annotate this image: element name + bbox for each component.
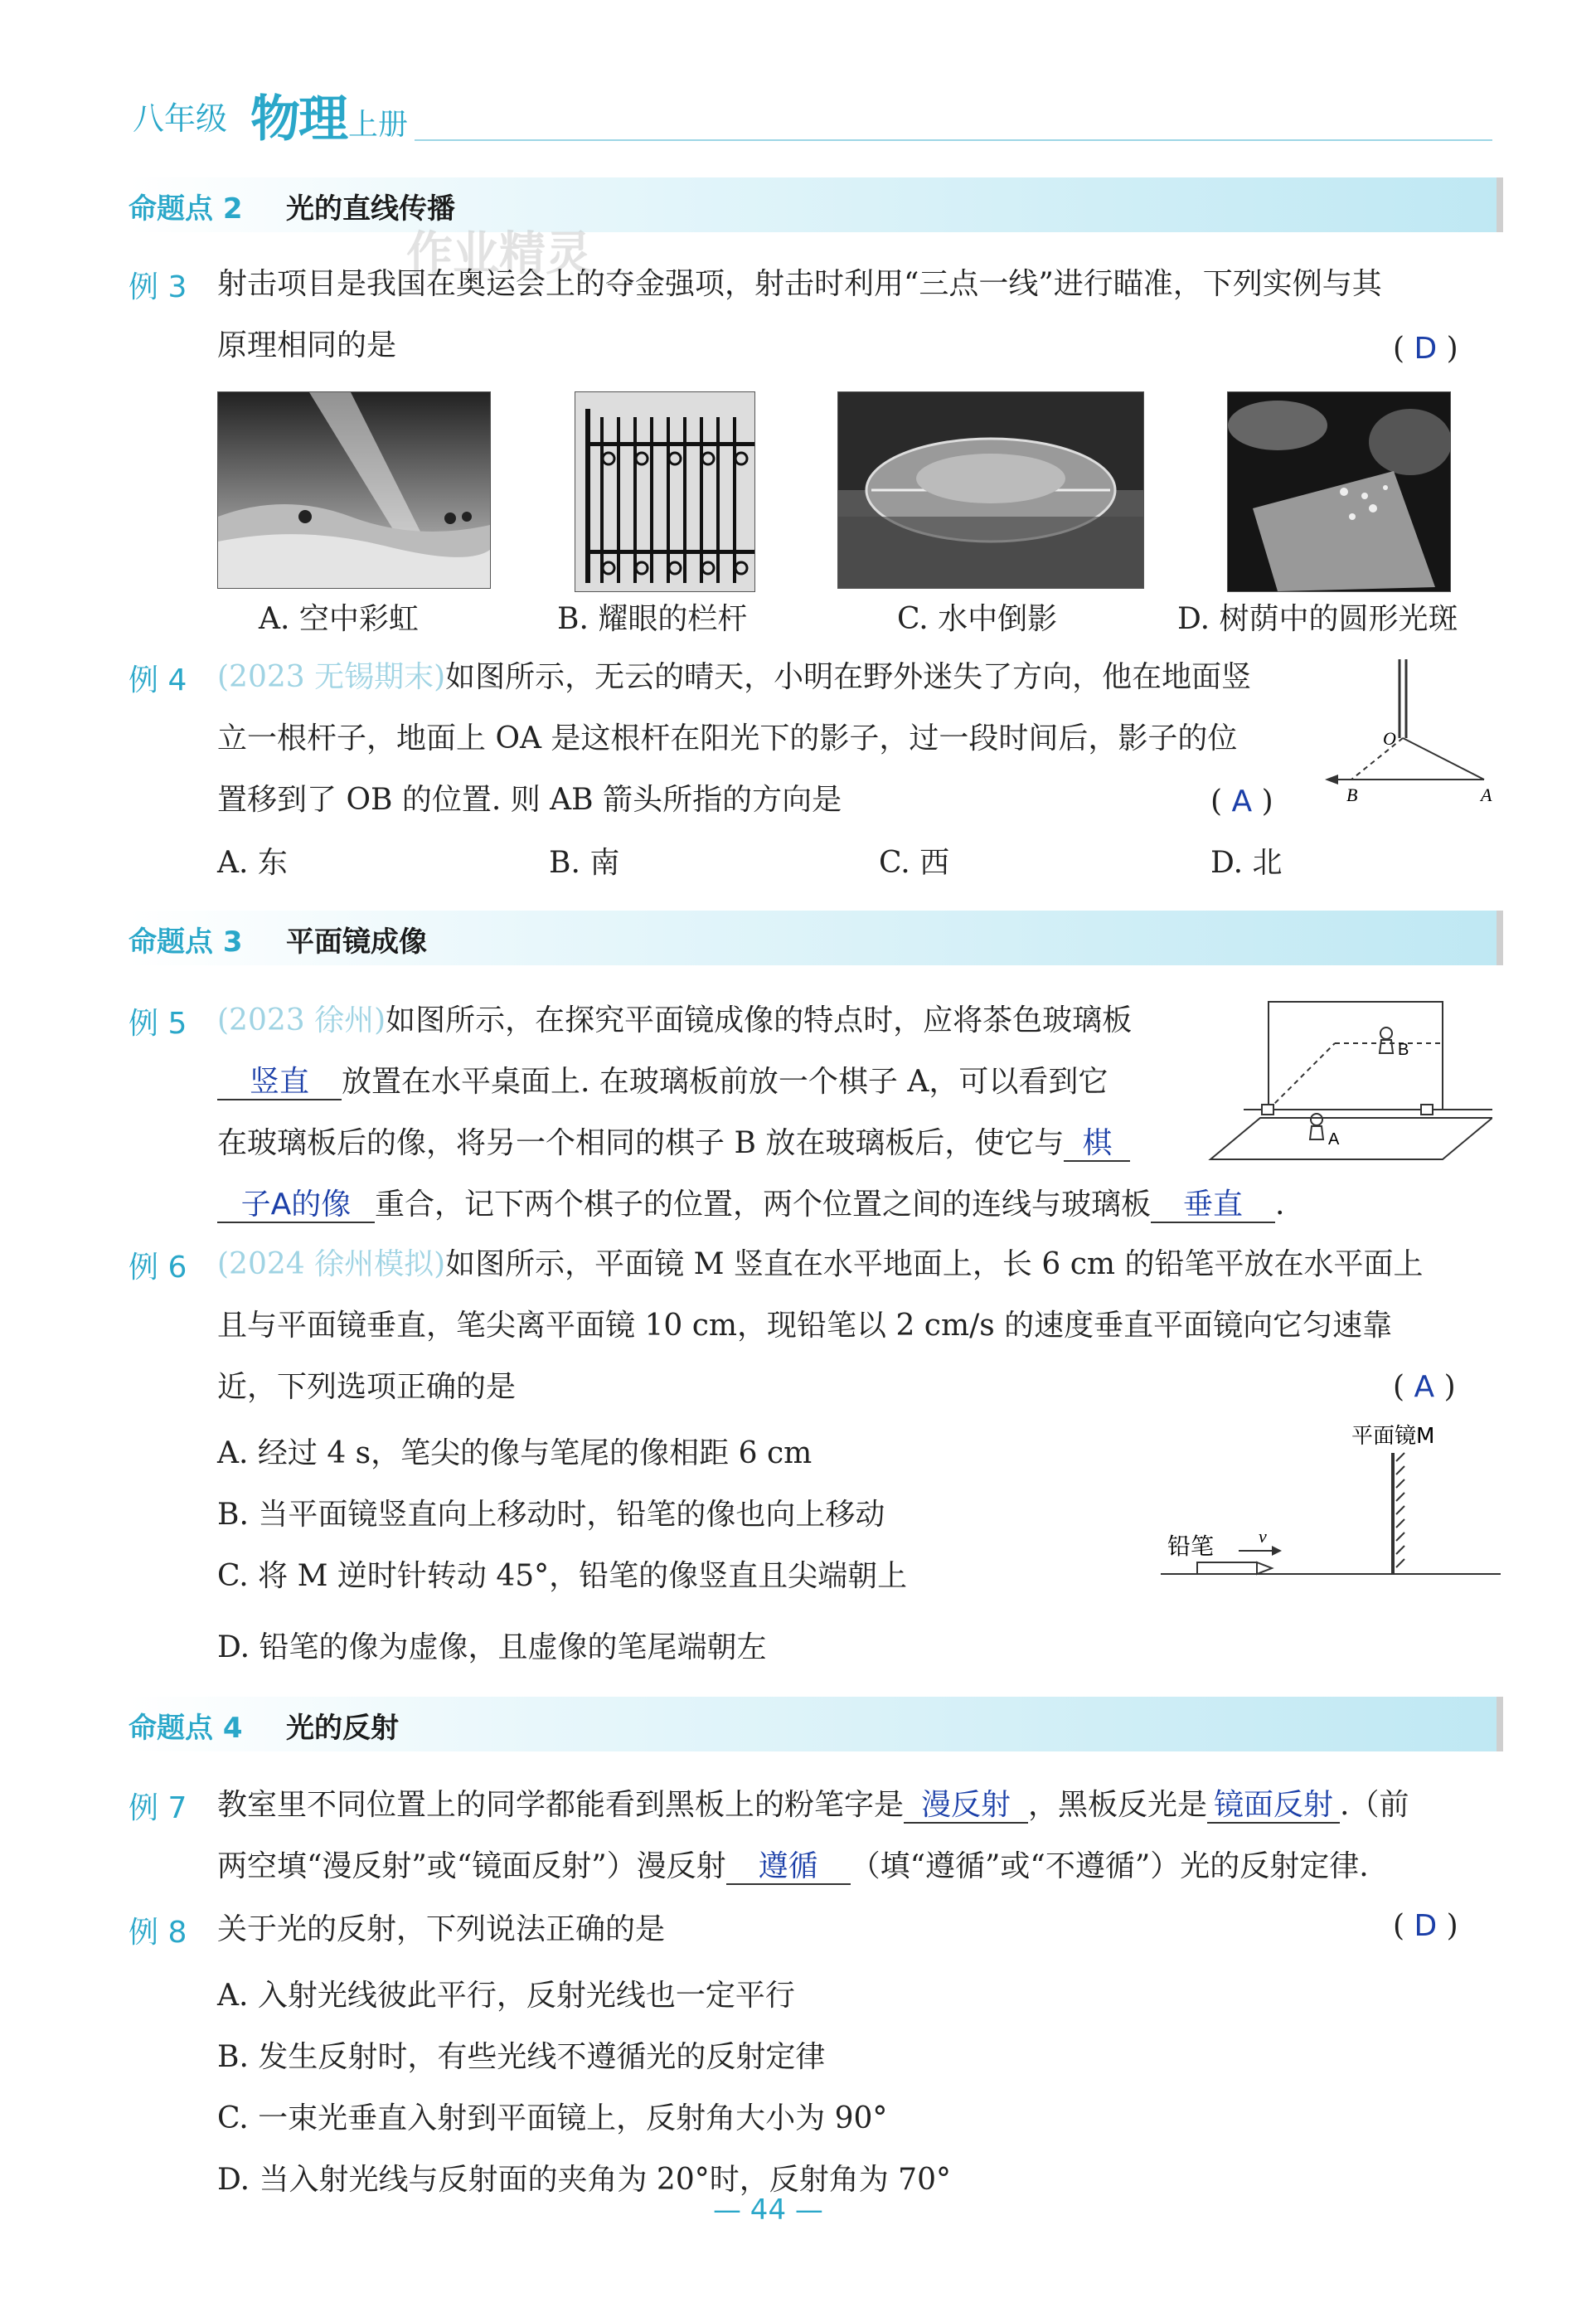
fill-blank[interactable]: 遵循 xyxy=(726,1850,851,1885)
question-text xyxy=(217,990,1132,1052)
question-text xyxy=(217,1052,1108,1113)
question-text: 子A的像 重合，记下两个棋子的位置，两个位置之间的连线与玻璃板 垂直 . xyxy=(217,1174,1284,1236)
section-number: 命题点 2 xyxy=(129,192,243,226)
option-a: A. 空中彩虹 xyxy=(259,602,419,636)
option-c: C. 水中倒影 xyxy=(897,602,1058,636)
question-source: (2023 徐州) xyxy=(217,1003,386,1037)
header-grade: 八年级 xyxy=(133,100,228,137)
railing-photo xyxy=(575,391,755,592)
option-d: D. 当入射光线与反射面的夹角为 20°时，反射角为 70° xyxy=(217,2163,951,2197)
answer: A xyxy=(1231,785,1253,819)
answer: D xyxy=(1414,332,1438,366)
option-b: B. 当平面镜竖直向上移动时，铅笔的像也向上移动 xyxy=(217,1498,885,1532)
option-d: D. 北 xyxy=(1210,846,1283,880)
question-text: 射击项目是我国在奥运会上的夺金强项，射击时利用“三点一线”进行瞄准，下列实例与其 xyxy=(217,267,1382,301)
question-line: .（前 xyxy=(1340,1788,1409,1822)
question-source: (2024 徐州模拟) xyxy=(217,1247,446,1281)
section-number: 命题点 4 xyxy=(129,1712,243,1745)
mirror-setup-diagram xyxy=(1194,985,1492,1168)
section-header-2 xyxy=(129,177,1503,232)
header-subject: 物理 xyxy=(250,90,347,148)
label-a: A xyxy=(1328,1130,1340,1149)
answer: D xyxy=(1414,1909,1438,1943)
fill-blank[interactable]: 镜面反射 xyxy=(1207,1789,1340,1824)
section-number: 命题点 3 xyxy=(129,925,243,959)
label-o: O xyxy=(1383,728,1396,749)
example-label: 例 4 xyxy=(129,663,187,697)
answer: A xyxy=(1414,1370,1435,1404)
example-label: 例 6 xyxy=(129,1251,187,1285)
section-header-4 xyxy=(129,1697,1503,1751)
question-line: 如图所示，无云的晴天，小明在野外迷失了方向，他在地面竖 xyxy=(445,660,1252,694)
question-line: ，黑板反光是 xyxy=(1028,1788,1208,1822)
question-text xyxy=(217,1113,1130,1174)
answer-bracket: ( D ) xyxy=(1393,332,1458,366)
option-c: C. 将 M 逆时针转动 45°，铅笔的像竖直且尖端朝上 xyxy=(217,1559,908,1593)
question-text: 近，下列选项正确的是 xyxy=(217,1370,517,1404)
question-source: (2023 无锡期末) xyxy=(217,660,446,694)
question-text: 关于光的反射，下列说法正确的是 xyxy=(217,1912,666,1946)
option-c: C. 西 xyxy=(879,846,950,880)
answer-bracket: ( D ) xyxy=(1393,1909,1458,1943)
fill-blank[interactable]: 漫反射 xyxy=(904,1789,1028,1824)
question-text xyxy=(217,1836,1369,1897)
option-b: B. 耀眼的栏杆 xyxy=(557,602,748,636)
rainbow-photo xyxy=(217,391,491,589)
velocity-label: v xyxy=(1259,1526,1267,1547)
fill-blank[interactable]: 子A的像 xyxy=(217,1188,375,1223)
question-text: 置移到了 OB 的位置. 则 AB 箭头所指的方向是 xyxy=(217,783,842,817)
question-text: 原理相同的是 xyxy=(217,328,397,362)
question-line: 在玻璃板后的像，将另一个相同的棋子 B 放在玻璃板后，使它与 xyxy=(217,1126,1065,1160)
option-a: A. 经过 4 s，笔尖的像与笔尾的像相距 6 cm xyxy=(217,1436,813,1470)
question-text xyxy=(217,647,1251,708)
fill-blank[interactable]: 棋 xyxy=(1064,1127,1130,1162)
question-line: （填“遵循”或“不遵循”）光的反射定律. xyxy=(850,1849,1369,1883)
option-d: D. 铅笔的像为虚像，且虚像的笔尾端朝左 xyxy=(217,1630,767,1664)
mirror-label: 平面镜M xyxy=(1351,1424,1435,1449)
reflection-photo xyxy=(837,391,1144,589)
header-rule xyxy=(415,139,1492,141)
fill-blank[interactable]: 垂直 xyxy=(1151,1188,1275,1223)
leaf-shade-photo xyxy=(1227,391,1451,592)
answer-bracket: ( A ) xyxy=(1393,1370,1456,1404)
question-line: 如图所示，在探究平面镜成像的特点时，应将茶色玻璃板 xyxy=(386,1003,1133,1037)
question-text: 且与平面镜垂直，笔尖离平面镜 10 cm，现铅笔以 2 cm/s 的速度垂直平面镜向它匀速靠 xyxy=(217,1309,1393,1343)
watermark: 作业精灵 xyxy=(406,227,592,281)
option-a: A. 入射光线彼此平行，反射光线也一定平行 xyxy=(217,1979,795,2013)
question-text xyxy=(217,1234,1423,1295)
example-label: 例 7 xyxy=(129,1791,187,1825)
section-title: 平面镜成像 xyxy=(286,925,427,959)
label-b: B xyxy=(1346,785,1358,805)
page-number: — 44 — xyxy=(713,2193,823,2227)
question-line: 重合，记下两个棋子的位置，两个位置之间的连线与玻璃板 xyxy=(375,1188,1152,1222)
example-label: 例 3 xyxy=(129,270,187,304)
section-header-3 xyxy=(129,911,1503,965)
fill-blank[interactable]: 竖直 xyxy=(217,1066,342,1100)
section-title: 光的直线传播 xyxy=(286,192,455,226)
option-b: B. 南 xyxy=(549,846,620,880)
option-a: A. 东 xyxy=(217,846,288,880)
option-b: B. 发生反射时，有些光线不遵循光的反射定律 xyxy=(217,2040,826,2074)
label-a: A xyxy=(1481,785,1492,805)
example-label: 例 5 xyxy=(129,1007,187,1041)
label-b: B xyxy=(1398,1041,1409,1059)
section-title: 光的反射 xyxy=(286,1712,399,1745)
question-line: 如图所示，平面镜 M 竖直在水平地面上，长 6 cm 的铅笔平放在水平面上 xyxy=(445,1247,1424,1281)
option-c: C. 一束光垂直入射到平面镜上，反射角大小为 90° xyxy=(217,2101,888,2135)
header-volume: 上册 xyxy=(348,108,409,142)
question-line: 教室里不同位置上的同学都能看到黑板上的粉笔字是 xyxy=(217,1788,905,1822)
question-line: 两空填“漫反射”或“镜面反射”）漫反射 xyxy=(217,1849,726,1883)
chess-piece-b xyxy=(1380,1027,1393,1053)
question-line: 放置在水平桌面上. 在玻璃板前放一个棋子 A，可以看到它 xyxy=(342,1065,1108,1099)
example-label: 例 8 xyxy=(129,1916,187,1950)
pencil-label: 铅笔 xyxy=(1167,1533,1215,1560)
shadow-diagram xyxy=(1318,655,1501,813)
mirror-pencil-diagram xyxy=(1152,1420,1501,1586)
question-text xyxy=(217,1775,1409,1836)
question-text: 立一根杆子，地面上 OA 是这根杆在阳光下的影子，过一段时间后，影子的位 xyxy=(217,721,1238,755)
option-d: D. 树荫中的圆形光斑 xyxy=(1177,602,1458,636)
answer-bracket: ( A ) xyxy=(1210,785,1273,819)
